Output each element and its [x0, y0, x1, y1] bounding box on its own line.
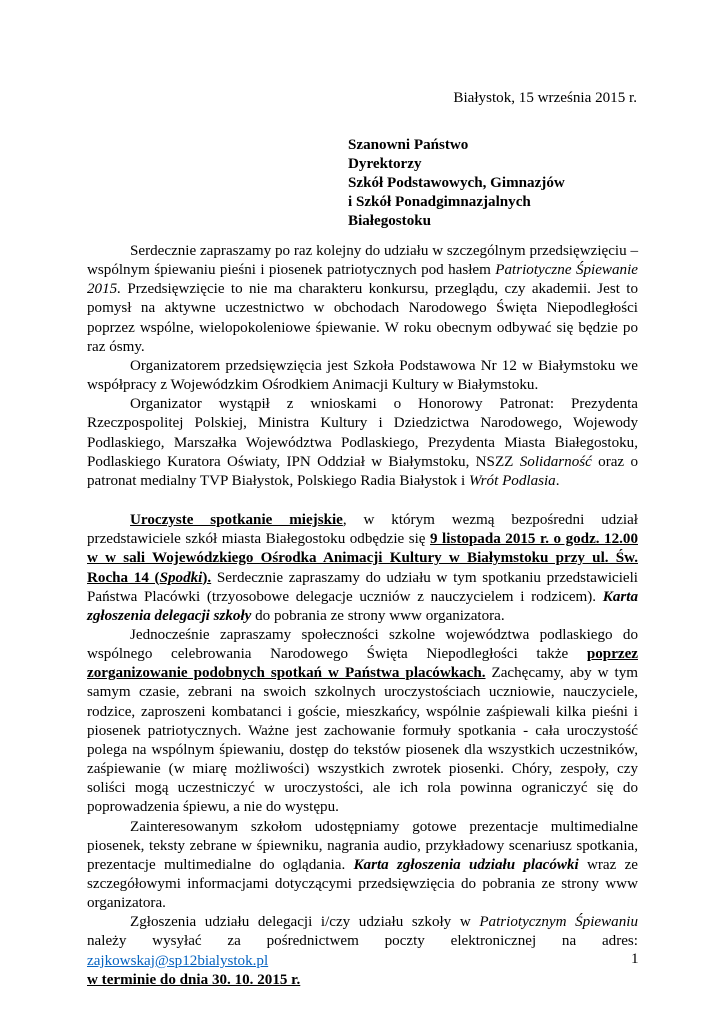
meeting-title: Uroczyste spotkanie miejskie: [130, 512, 343, 529]
addressee-line: Szanowni Państwo: [348, 137, 469, 153]
solidarnosc-name: Solidarność: [519, 453, 592, 470]
text-run: Jednocześnie zapraszamy społeczności szkolne województwa podlaskiego do wspólnego celebrowania Narodowego Święta Niepodległości także: [87, 626, 638, 663]
event-name: Patriotyczne Śpiewanie 2015.: [87, 262, 638, 298]
addressee-block: [348, 136, 565, 231]
letter-body: [87, 242, 638, 990]
text-run: wraz ze szczegółowymi informacjami dotyczącymi przedsięwzięcia do pobrania ze strony www organizatora.: [87, 856, 638, 912]
meeting-close: ).: [202, 569, 212, 586]
text-run: Zachęcamy, aby w tym samym czasie, zebrani na swoich szkolnych uroczystościach uczniowie, nauczyciele, rodzice, zaproszeni kombatanci i goście, mieszkańcy, wspólnie zaśpiewali kilka pieśni i piosenek patriotycznych. Ważne jest zachowanie formuły spotkania - cała uroczystość polega na wspólnym śpiewaniu, dostęp do tekstów piosenek dla wszystkich uczestników, zaśpiewanie (w miarę możliwości) wszystkich zwrotek piosenki. Chóry, zespoły, czy soliści mogą uczestniczyć w uroczystości, ale ich rola powinna ograniczyć się do poprowadzenia śpiewu, a nie do występu.: [87, 665, 638, 816]
meeting-date-place: 9 listopada 2015 r. o godz. 12.00 w w sali Wojewódzkiego Ośrodka Animacji Kultury w Białymstoku przy ul. Św. Rocha 14 (: [87, 531, 638, 586]
spodki-name: Spodki: [159, 569, 203, 586]
addressee-line: Szkół Podstawowych, Gimnazjów: [348, 175, 565, 191]
addressee-line: Dyrektorzy: [348, 156, 422, 172]
text-run: Organizator wystąpił z wnioskami o Honorowy Patronat: Prezydenta Rzeczpospolitej Polskiej, Ministra Kultury i Dziedzictwa Narodowego, Wojewody Podlaskiego, Marszałka Województwa Podlaskiego, Prezydenta Miasta Białegostoku, Podlaskiego Kuratora Oświaty, IPN Oddział w Białymstoku, NSZZ: [87, 396, 638, 470]
event-name-ref: Patriotycznym Śpiewaniu: [479, 914, 638, 931]
text-run: .: [555, 472, 560, 489]
paragraph-organizer: Organizatorem przedsięwzięcia jest Szkoła Podstawowa Nr 12 w Białymstoku we współpracy z Wojewódzkim Ośrodkiem Animacji Kultury w Białymstoku.: [87, 357, 638, 394]
participation-form-name: Karta zgłoszenia udziału placówki: [353, 856, 579, 873]
text-run: do pobrania ze strony www organizatora.: [251, 607, 505, 624]
text-run: oraz o patronat medialny TVP Białystok, Polskiego Radia Białystok i: [87, 453, 638, 489]
paragraph-invitation: [87, 242, 638, 357]
paragraph-meeting: [87, 511, 638, 626]
deadline-text: w terminie do dnia 30. 10. 2015 r.: [87, 971, 301, 988]
paragraph-registration: [87, 913, 638, 970]
page-number: 1: [631, 951, 639, 967]
text-run: należy wysyłać za pośrednictwem poczty elektronicznej na adres:: [87, 933, 638, 950]
delegation-form-name: Karta zgłoszenia delegacji szkoły: [87, 588, 638, 624]
emphasis-own-meetings: poprzez zorganizowanie podobnych spotkań w Państwa placówkach.: [87, 646, 638, 682]
text-run: Serdecznie zapraszamy do udziału w tym spotkaniu przedstawicieli Państwa Placówki (trzyosobowe delegacje uczniów z nauczycielem i rodzicem).: [87, 569, 638, 605]
text-run: Przedsięwzięcie to nie ma charakteru konkursu, przeglądu, czy akademii. Jest to pomysł na aktywne uczestnictwo w obchodach Narodowego Święta Niepodległości poprzez wspólne, wielopokoleniowe śpiewanie. W roku obecnym odbywać się będzie po raz ósmy.: [87, 281, 638, 355]
text-run: Zainteresowanym szkołom udostępniamy gotowe prezentacje multimedialne piosenek, teksty zebrane w śpiewniku, nagrania audio, przykładowy scenariusz spotkania, prezentacje multimedialne do oglądania.: [87, 818, 638, 873]
addressee-line: i Szkół Ponadgimnazjalnych: [348, 194, 531, 210]
text-run: Zgłoszenia udziału delegacji i/czy udziału szkoły w: [130, 914, 480, 931]
wrot-podlasia-name: Wrót Podlasia: [468, 472, 556, 489]
date-line: Białystok, 15 września 2015 r.: [453, 90, 637, 106]
text-run: Serdecznie zapraszamy po raz kolejny do udziału w szczególnym przedsięwzięciu – wspólnym śpiewaniu pieśni i piosenek patriotycznych pod hasłem: [87, 243, 638, 279]
email-link[interactable]: zajkowskaj@sp12bialystok.pl: [87, 952, 269, 969]
paragraph-materials: [87, 818, 638, 914]
paragraph-schools-invite: [87, 626, 638, 818]
text-run: , w którym wezmą bezpośredni udział przedstawiciele szkół miasta Białegostoku odbędzie się: [87, 512, 638, 548]
addressee-line: Białegostoku: [348, 213, 432, 229]
deadline-line: [87, 971, 638, 990]
paragraph-patronage: [87, 395, 638, 491]
